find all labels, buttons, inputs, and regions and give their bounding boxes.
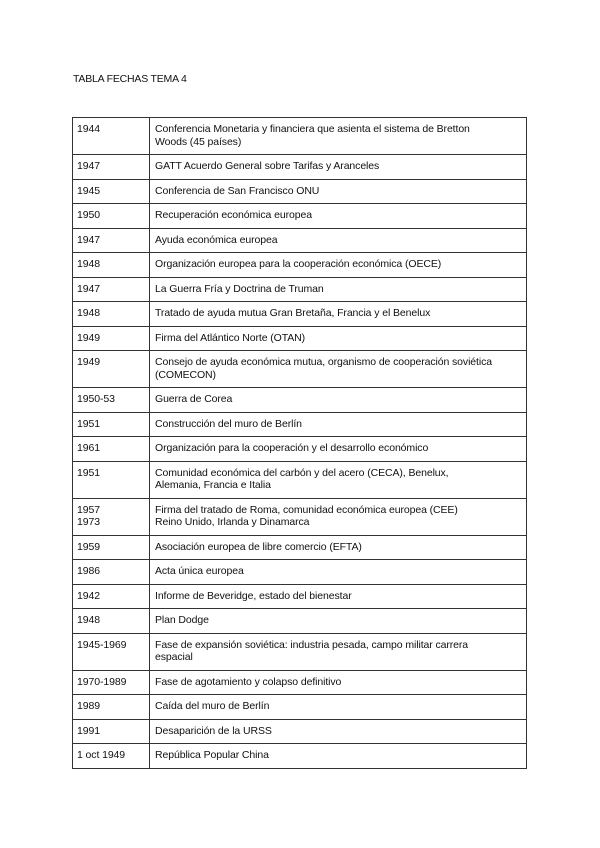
date-cell: 1945-1969 <box>73 634 150 670</box>
table-row <box>73 499 526 536</box>
date-cell: 1957 1973 <box>73 499 150 535</box>
event-cell: Organización europea para la cooperación económica (OECE) <box>155 258 442 270</box>
date-cell: 1950 <box>73 204 150 228</box>
event-cell: Guerra de Corea <box>155 393 233 405</box>
date-cell: 1944 <box>73 118 150 154</box>
event-cell: Fase de agotamiento y colapso definitivo <box>155 675 342 688</box>
event-cell: Tratado de ayuda mutua Gran Bretaña, Francia y el Benelux <box>155 307 431 319</box>
date-cell: 1961 <box>73 437 150 461</box>
date-cell: 1951 <box>73 413 150 437</box>
date-cell: 1948 <box>73 253 150 277</box>
table-row <box>73 180 526 205</box>
table-row <box>73 560 526 585</box>
table-row <box>73 536 526 561</box>
date-cell: 1951 <box>73 462 150 498</box>
table-row <box>73 720 526 745</box>
date-cell: 1947 <box>73 155 150 179</box>
table-row <box>73 388 526 413</box>
date-cell: 1942 <box>73 585 150 609</box>
event-cell: Ayuda económica europea <box>155 233 278 246</box>
event-cell: Comunidad económica del carbón y del acero (CECA), Benelux, Alemania, Francia e Italia <box>155 466 449 491</box>
event-cell: Firma del Atlántico Norte (OTAN) <box>155 331 306 344</box>
event-cell: República Popular China <box>155 749 269 761</box>
event-cell: La Guerra Fría y Doctrina de Truman <box>155 282 324 295</box>
table-row <box>73 634 526 671</box>
table-row <box>73 671 526 696</box>
document-title: TABLA FECHAS TEMA 4 <box>73 73 187 85</box>
date-cell: 1947 <box>73 229 150 253</box>
event-cell: GATT Acuerdo General sobre Tarifas y Aranceles <box>155 160 380 172</box>
event-cell: Conferencia Monetaria y financiera que asienta el sistema de Bretton Woods (45 países) <box>155 123 470 148</box>
event-cell: Construcción del muro de Berlín <box>155 417 302 430</box>
table-row <box>73 695 526 720</box>
table-row <box>73 437 526 462</box>
event-cell: Recuperación económica europea <box>155 209 312 221</box>
event-cell: Consejo de ayuda económica mutua, organismo de cooperación soviética (COMECON) <box>155 356 492 381</box>
date-cell: 1948 <box>73 609 150 633</box>
date-cell: 1948 <box>73 302 150 326</box>
table-row <box>73 302 526 327</box>
date-cell: 1945 <box>73 180 150 204</box>
table-row <box>73 327 526 352</box>
table-row <box>73 462 526 499</box>
event-cell: Organización para la cooperación y el desarrollo económico <box>155 442 429 454</box>
dates-table <box>72 117 527 769</box>
table-row <box>73 229 526 254</box>
event-cell: Firma del tratado de Roma, comunidad económica europea (CEE) Reino Unido, Irlanda y Dinamarca <box>155 503 458 528</box>
date-cell: 1989 <box>73 695 150 719</box>
table-row <box>73 351 526 388</box>
table-row <box>73 585 526 610</box>
table-row <box>73 204 526 229</box>
table-row <box>73 118 526 155</box>
date-cell: 1949 <box>73 351 150 387</box>
event-cell: Informe de Beveridge, estado del bienestar <box>155 589 352 602</box>
table-row <box>73 413 526 438</box>
date-cell: 1947 <box>73 278 150 302</box>
event-cell: Desaparición de la URSS <box>155 724 272 737</box>
table-row <box>73 278 526 303</box>
event-cell: Fase de expansión soviética: industria pesada, campo militar carrera espacial <box>155 638 469 663</box>
table-row <box>73 744 526 769</box>
date-cell: 1991 <box>73 720 150 744</box>
event-cell: Plan Dodge <box>155 614 209 626</box>
event-cell: Asociación europea de libre comercio (EFTA) <box>155 540 362 553</box>
event-cell: Conferencia de San Francisco ONU <box>155 184 320 197</box>
date-cell: 1 oct 1949 <box>73 744 150 768</box>
event-cell: Acta única europea <box>155 565 244 577</box>
date-cell: 1949 <box>73 327 150 351</box>
date-cell: 1950-53 <box>73 388 150 412</box>
date-cell: 1959 <box>73 536 150 560</box>
date-cell: 1986 <box>73 560 150 584</box>
date-cell: 1970-1989 <box>73 671 150 695</box>
table-row <box>73 155 526 180</box>
table-row <box>73 609 526 634</box>
table-row <box>73 253 526 278</box>
event-cell: Caída del muro de Berlín <box>155 700 270 712</box>
